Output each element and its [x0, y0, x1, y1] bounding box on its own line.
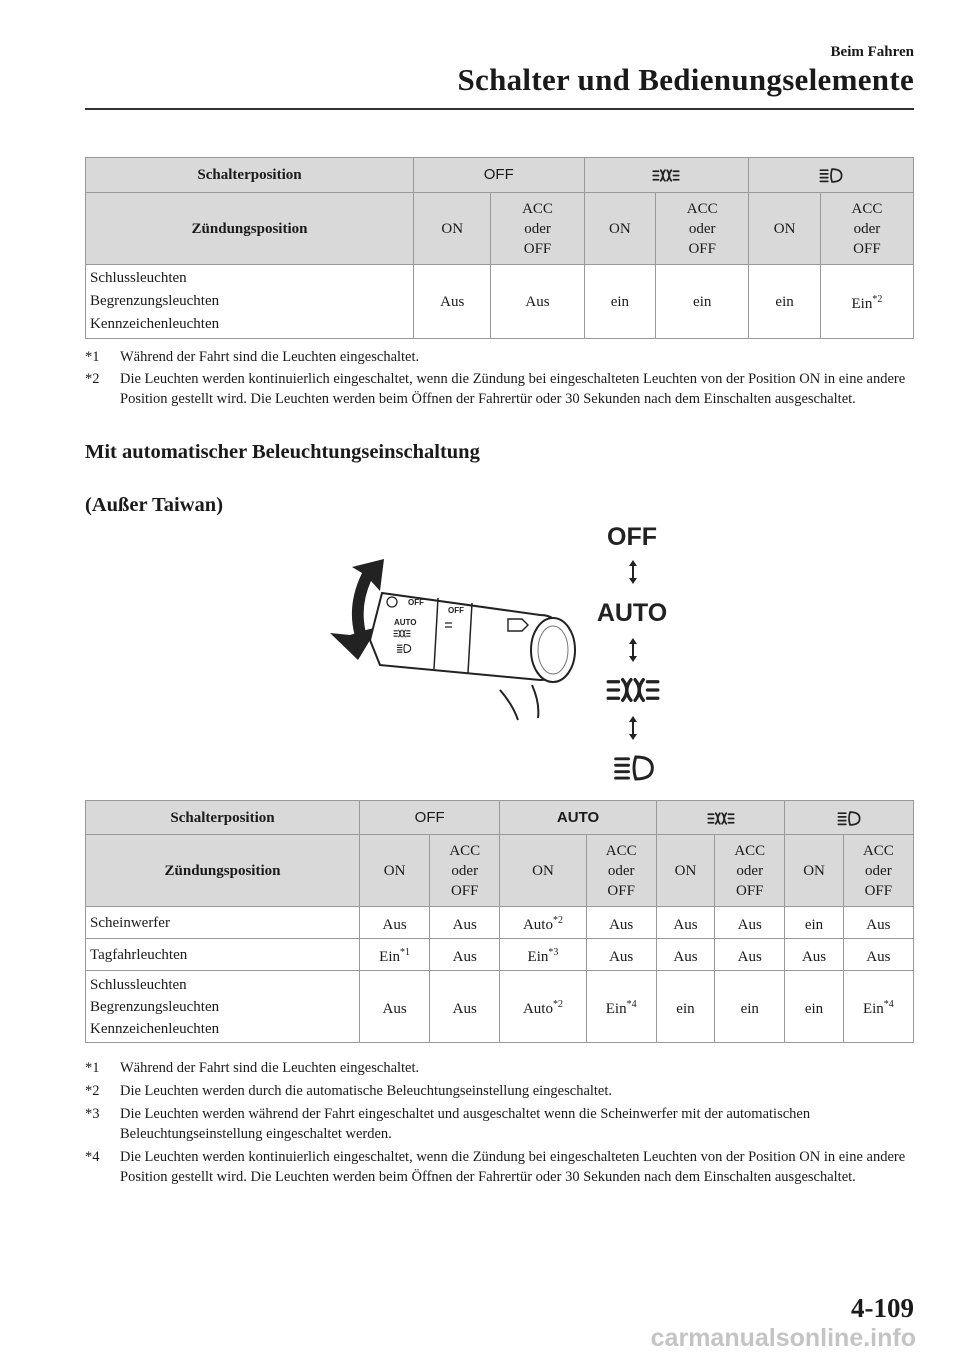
- footnote-text: Die Leuchten werden während der Fahrt eingeschaltet und ausgeschaltet wenn die Scheinwerfer mit der automatischen Beleuchtungseinstellung eingeschaltet werden.: [120, 1106, 811, 1142]
- diagram-headlight-icon: [616, 757, 653, 779]
- page-title: Schalter und Bedienungselemente: [457, 62, 914, 97]
- table-cell: ein: [749, 265, 821, 339]
- table-switch-positions-2: [85, 800, 914, 1043]
- heading-auto-lighting: Mit automatischer Beleuchtungseinschaltung: [85, 441, 480, 463]
- footnote-text: Während der Fahrt sind die Leuchten eingeschaltet.: [120, 1060, 420, 1076]
- ignition-cell: ACC oder OFF: [586, 835, 656, 907]
- header-switch-position: Schalterposition: [86, 801, 360, 835]
- switch-headlight-cell: [785, 801, 914, 835]
- table-cell: Aus: [715, 939, 785, 971]
- footnote-marker: *4: [85, 1149, 100, 1165]
- table-cell: Ein$^{*4}$: [586, 971, 656, 1043]
- table-cell: Auto$^{*2}$: [500, 971, 586, 1043]
- table-row: [86, 939, 914, 971]
- table-cell: Aus: [586, 907, 656, 939]
- table-cell: ein: [656, 971, 714, 1043]
- table-row: [86, 835, 914, 907]
- ignition-cell: ON: [785, 835, 843, 907]
- ignition-cell: ON: [656, 835, 714, 907]
- header-switch-position: Schalterposition: [86, 158, 414, 193]
- table-cell: ein: [656, 265, 749, 339]
- cell-value: Ein: [851, 295, 873, 312]
- table-cell: Aus: [360, 971, 430, 1043]
- diagram-off-label: OFF: [607, 523, 657, 551]
- switch-auto-cell: [500, 801, 656, 835]
- table-cell: Ein$^{*3}$: [500, 939, 586, 971]
- table-cell: Aus: [430, 907, 500, 939]
- footnote-marker: *3: [85, 1106, 100, 1122]
- switch-off-cell: [360, 801, 500, 835]
- diagram-parking-light-icon: [608, 680, 658, 701]
- table-cell: Aus: [414, 265, 491, 339]
- table-cell: Aus: [656, 939, 714, 971]
- ignition-cell: ON: [584, 193, 656, 265]
- header-ignition-position: Zündungsposition: [86, 835, 360, 907]
- footnotes-1: [85, 347, 915, 409]
- switch-off-label: OFF: [483, 166, 514, 183]
- title-rule: [85, 108, 914, 110]
- footnote: [85, 369, 915, 409]
- footnote: [85, 1058, 915, 1078]
- table-cell: ein: [584, 265, 656, 339]
- ignition-cell: ACC oder OFF: [715, 835, 785, 907]
- row-label-tail-lights: Schlussleuchten Begrenzungsleuchten Kennzeichenleuchten: [86, 265, 414, 339]
- light-switch-diagram: [300, 515, 700, 785]
- switch-auto-label: AUTO: [556, 808, 600, 826]
- footnote-marker: *1: [85, 1060, 100, 1076]
- row-label-daytime-lights: Tagfahrleuchten: [86, 939, 360, 971]
- headlight-icon: [836, 810, 862, 827]
- cell-footnote-marker: *2: [872, 293, 883, 305]
- diagram-auto-label: AUTO: [596, 599, 668, 627]
- table-cell: Aus: [785, 939, 843, 971]
- row-label-headlights: Scheinwerfer: [86, 907, 360, 939]
- table-row: [86, 158, 914, 193]
- table-cell: Aus: [360, 907, 430, 939]
- table-row: [86, 907, 914, 939]
- knob-auto-label: AUTO: [394, 618, 417, 627]
- table-cell: Aus: [843, 907, 913, 939]
- page-number: 4-109: [851, 1293, 914, 1323]
- table-row: [86, 801, 914, 835]
- table-cell: Aus: [586, 939, 656, 971]
- ignition-cell: ON: [749, 193, 821, 265]
- footnote-text: Während der Fahrt sind die Leuchten eingeschaltet.: [120, 349, 420, 365]
- ignition-cell: ACC oder OFF: [491, 193, 584, 265]
- table-row: [86, 971, 914, 1043]
- knob-off-label-2: OFF: [448, 606, 464, 615]
- table-cell: Aus: [430, 971, 500, 1043]
- footnote-marker: *1: [85, 349, 100, 365]
- headlight-icon: [818, 167, 844, 184]
- footnote: [85, 1081, 915, 1101]
- table-cell: Aus: [843, 939, 913, 971]
- footnote-text: Die Leuchten werden kontinuierlich eingeschaltet, wenn die Zündung bei eingeschalteten Leuchten von der Position ON in eine andere Position gestellt wird. Die Leuchten werden beim Öffnen der Fahrertür oder 30 Sekunden nach dem Einschalten ausgeschaltet.: [120, 371, 906, 407]
- table-row: [86, 193, 914, 265]
- ignition-cell: ON: [500, 835, 586, 907]
- table-cell: Aus: [430, 939, 500, 971]
- watermark: carmanualsonline.info: [650, 1324, 916, 1352]
- switch-headlight-cell: [749, 158, 914, 193]
- table-cell: [820, 265, 913, 339]
- footnote: [85, 1104, 915, 1144]
- section-label: Beim Fahren: [830, 44, 914, 60]
- footnote-text: Die Leuchten werden kontinuierlich eingeschaltet, wenn die Zündung bei eingeschalteten Leuchten von der Position ON in eine andere Position gestellt wird. Die Leuchten werden beim Öffnen der Fahrertür oder 30 Sekunden nach dem Einschalten ausgeschaltet.: [120, 1149, 906, 1185]
- footnote-marker: *2: [85, 1083, 100, 1099]
- ignition-cell: ACC oder OFF: [820, 193, 913, 265]
- table-cell: Auto$^{*2}$: [500, 907, 586, 939]
- table-cell: Aus: [656, 907, 714, 939]
- parking-light-icon: [705, 810, 737, 827]
- table-cell: ein: [785, 907, 843, 939]
- row-label-tail-lights: Schlussleuchten Begrenzungsleuchten Kennzeichenleuchten: [86, 971, 360, 1043]
- table-switch-positions-1: [85, 157, 914, 339]
- footnote-marker: *2: [85, 371, 100, 387]
- ignition-cell: ACC oder OFF: [843, 835, 913, 907]
- switch-off-label: OFF: [414, 808, 445, 826]
- table-row: [86, 265, 914, 339]
- footnote: [85, 1147, 915, 1187]
- table-cell: Aus: [715, 907, 785, 939]
- table-cell: Aus: [491, 265, 584, 339]
- footnote-text: Die Leuchten werden durch die automatische Beleuchtungseinstellung eingeschaltet.: [120, 1083, 613, 1099]
- ignition-cell: ON: [360, 835, 430, 907]
- header-ignition-position: Zündungsposition: [86, 193, 414, 265]
- ignition-cell: ACC oder OFF: [430, 835, 500, 907]
- switch-parking-cell: [656, 801, 785, 835]
- parking-light-icon: [650, 167, 682, 184]
- ignition-cell: ON: [414, 193, 491, 265]
- table-cell: ein: [785, 971, 843, 1043]
- table-cell: Ein$^{*1}$: [360, 939, 430, 971]
- ignition-cell: ACC oder OFF: [656, 193, 749, 265]
- table-cell: Ein$^{*4}$: [843, 971, 913, 1043]
- knob-off-label-1: OFF: [408, 598, 424, 607]
- switch-off-cell: [414, 158, 585, 193]
- footnote: [85, 347, 915, 367]
- table-cell: ein: [715, 971, 785, 1043]
- footnotes-2: [85, 1058, 915, 1187]
- switch-parking-cell: [584, 158, 749, 193]
- heading-except-taiwan: (Außer Taiwan): [85, 494, 224, 516]
